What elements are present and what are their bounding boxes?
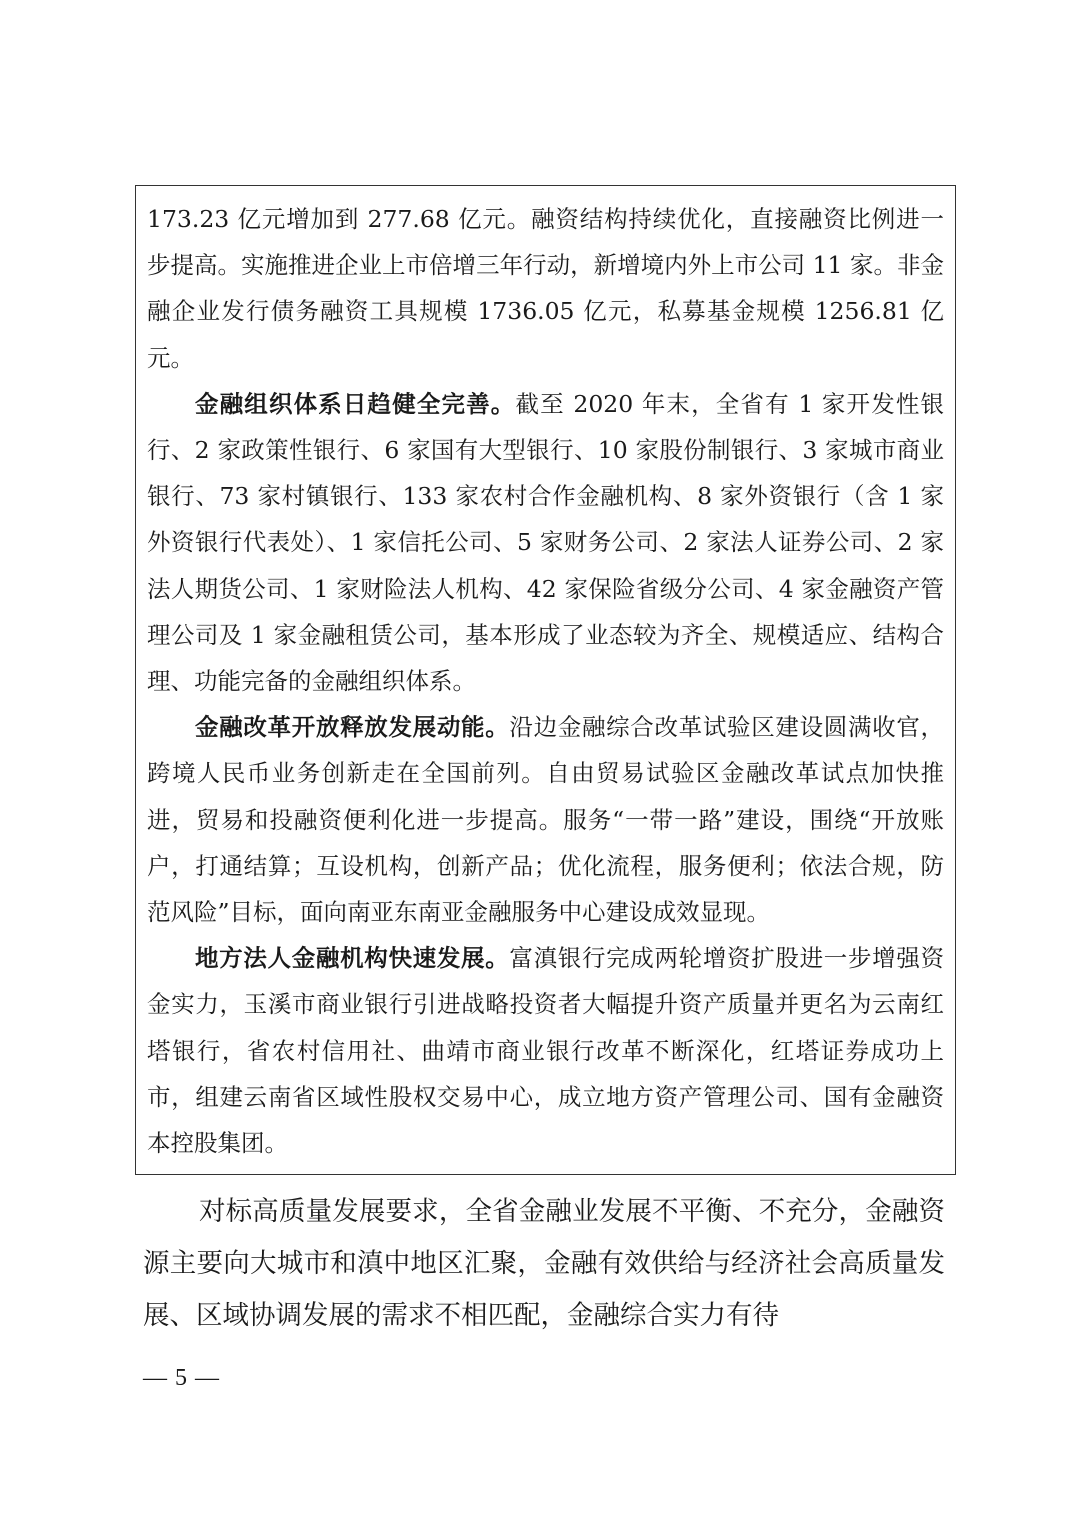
- boxed-paragraph-3: [147, 704, 944, 935]
- page-number: — 5 —: [143, 1365, 220, 1391]
- paragraph-4-text: 富滇银行完成两轮增资扩股进一步增强资金实力，玉溪市商业银行引进战略投资者大幅提升资产质量并更名为云南红塔银行，省农村信用社、曲靖市商业银行改革不断深化，红塔证券成功上市，组建云南省区域性股权交易中心，成立地方资产管理公司、国有金融资本控股集团。: [147, 944, 945, 1158]
- boxed-section: [135, 185, 956, 1175]
- paragraph-3-lead: 金融改革开放释放发展动能。: [195, 713, 510, 742]
- paragraph-2-lead: 金融组织体系日趋健全完善。: [195, 389, 516, 418]
- boxed-paragraph-4: [147, 935, 944, 1166]
- boxed-paragraph-2: [147, 381, 944, 704]
- paragraph-4-lead: 地方法人金融机构快速发展。: [195, 944, 510, 973]
- paragraph-3-text: 沿边金融综合改革试验区建设圆满收官，跨境人民币业务创新走在全国前列。自由贸易试验区金融改革试点加快推进，贸易和投融资便利化进一步提高。服务“一带一路”建设，围绕“开放账户，打通结算；互设机构，创新产品；优化流程，服务便利；依法合规，防范风险”目标，面向南亚东南亚金融服务中心建设成效显现。: [147, 713, 945, 927]
- body-paragraph: 对标高质量发展要求，全省金融业发展不平衡、不充分，金融资源主要向大城市和滇中地区汇聚，金融有效供给与经济社会高质量发展、区域协调发展的需求不相匹配，金融综合实力有待: [143, 1196, 945, 1331]
- boxed-paragraph-1: 173.23 亿元增加到 277.68 亿元。融资结构持续优化，直接融资比例进一步提高。实施推进企业上市倍增三年行动，新增境内外上市公司 11 家。非金融企业发行债务融资工具规模 1736.05 亿元，私募基金规模 1256.81 亿元。: [147, 205, 944, 372]
- paragraph-2-text: 截至 2020 年末，全省有 1 家开发性银行、2 家政策性银行、6 家国有大型银行、10 家股份制银行、3 家城市商业银行、73 家村镇银行、133 家农村合作金融机构、8 家外资银行（含 1 家外资银行代表处）、1 家信托公司、5 家财务公司、2 家法人证券公司、2 家法人期货公司、1 家财险法人机构、42 家保险省级分公司、4 家金融资产管理公司及 1 家金融租赁公司，基本形成了业态较为齐全、规模适应、结构合理、功能完备的金融组织体系。: [147, 389, 945, 696]
